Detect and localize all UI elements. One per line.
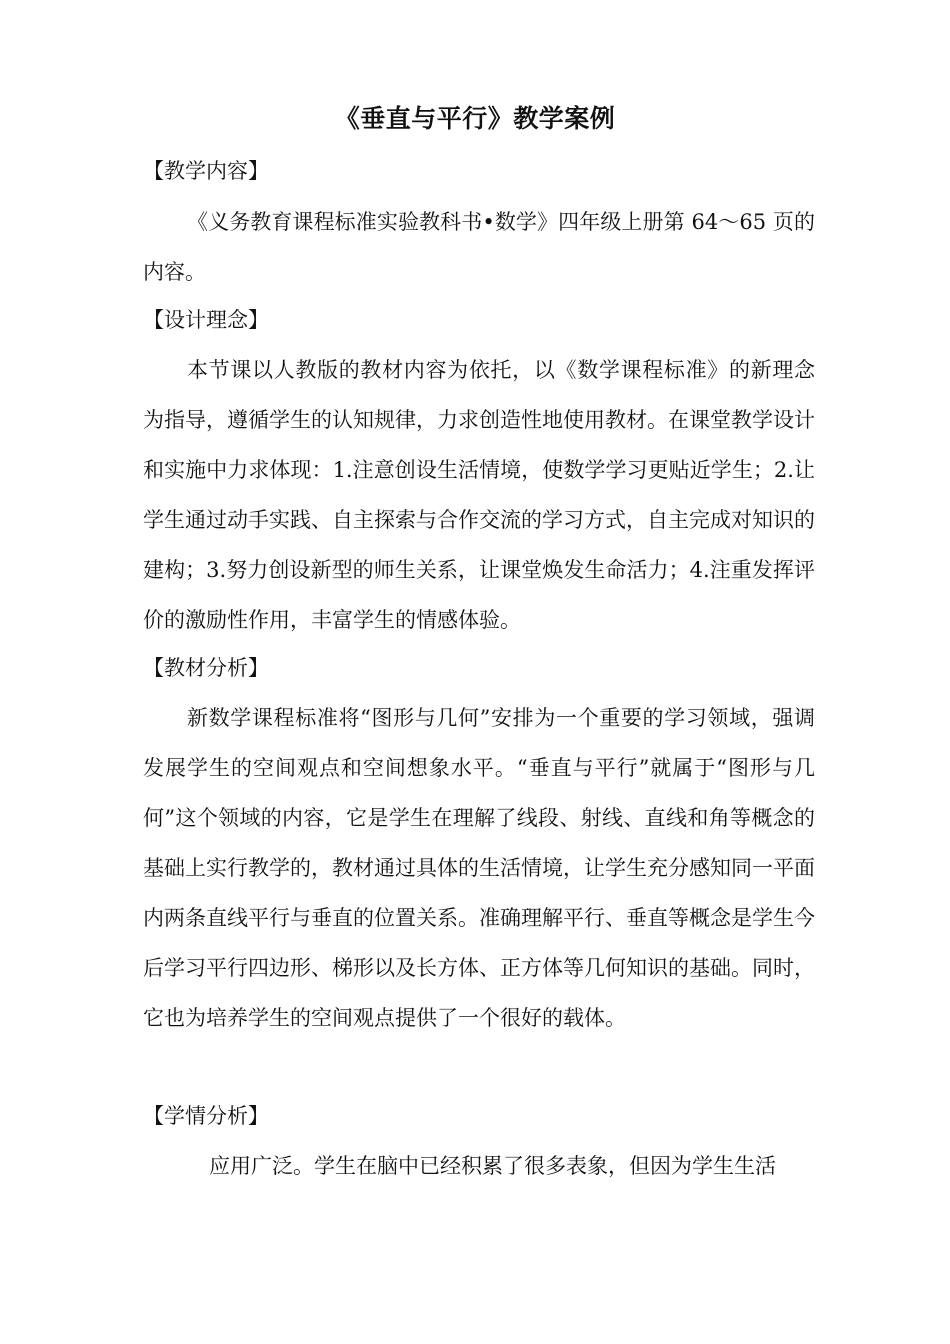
section-body-student-analysis: 应用广泛。学生在脑中已经积累了很多表象，但因为学生生活 bbox=[209, 1154, 776, 1178]
section-body-teaching-content: 《义务教育课程标准实验教科书•数学》四年级上册第 64～65 页的内容。 bbox=[143, 210, 815, 284]
section-heading-design-concept: 【设计理念】 bbox=[143, 308, 269, 332]
section-body-textbook-analysis: 新数学课程标准将“图形与几何”安排为一个重要的学习领域，强调发展学生的空间观点和空间想象水平。“垂直与平行”就属于“图形与几何”这个领域的内容，它是学生在理解了线段、射线、直线和角等概念的基础上实行教学的，教材通过具体的生活情境，让学生充分感知同一平面内两条直线平行与垂直的位置关系。准确理解平行、垂直等概念是学生今后学习平行四边形、梯形以及长方体、正方体等几何知识的基础。同时，它也为培养学生的空间观点提供了一个很好的载体。 bbox=[143, 706, 815, 1030]
section-body-design-concept: 本节课以人教版的教材内容为依托，以《数学课程标准》的新理念为指导，遵循学生的认知规律，力求创造性地使用教材。在课堂教学设计和实施中力求体现：1.注意创设生活情境，使数学学习更贴近学生；2.让学生通过动手实践、自主探索与合作交流的学习方式，自主完成对知识的建构；3.努力创设新型的师生关系，让课堂焕发生命活力；4.注重发挥评价的激励性作用，丰富学生的情感体验。 bbox=[143, 358, 815, 632]
document-title: 《垂直与平行》教学案例 bbox=[334, 104, 616, 133]
section-heading-teaching-content: 【教学内容】 bbox=[143, 159, 269, 183]
section-heading-textbook-analysis: 【教材分析】 bbox=[143, 656, 269, 680]
section-heading-student-analysis: 【学情分析】 bbox=[143, 1104, 269, 1128]
